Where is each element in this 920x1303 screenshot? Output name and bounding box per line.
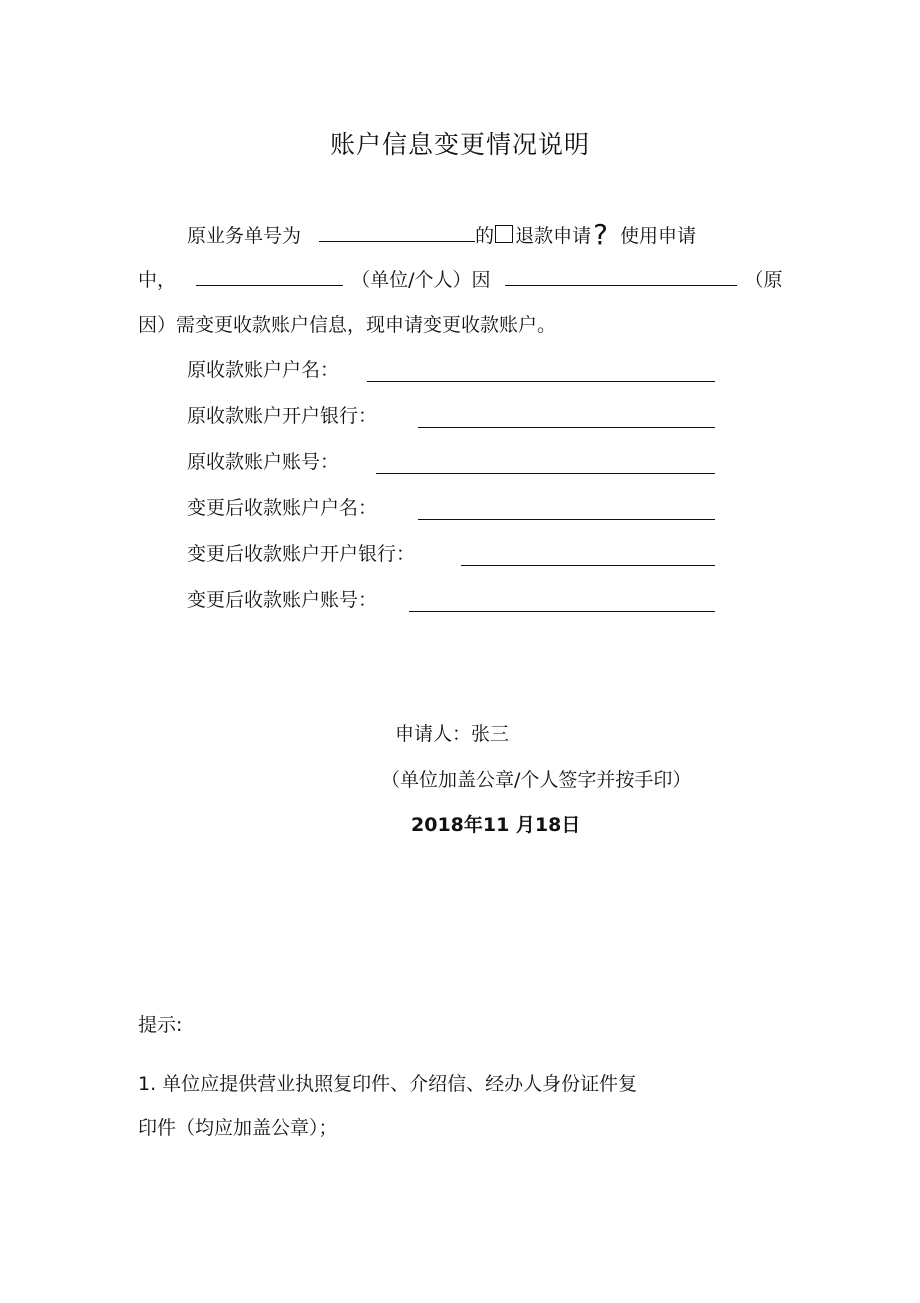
field-new-account-number-label: 变更后收款账户账号：	[187, 589, 378, 611]
applicant-line: 申请人：张三	[395, 723, 510, 745]
unit-person-blank[interactable]	[196, 267, 343, 286]
in-text: 中，	[138, 269, 177, 291]
tip-item-1-line-2: 印件（均应加盖公章）；	[138, 1117, 338, 1139]
refund-application-label: 退款申请	[515, 225, 592, 247]
of-text: 的	[475, 225, 495, 247]
document-title: 账户信息变更情况说明	[329, 130, 590, 159]
field-new-bank-line[interactable]	[461, 564, 715, 566]
order-number-label: 原业务单号为	[187, 225, 302, 247]
unit-person-label: （单位/个人）因	[351, 269, 491, 291]
order-number-blank[interactable]	[319, 223, 475, 242]
usage-application-label: 使用申请	[619, 225, 696, 247]
field-original-account-number-line[interactable]	[376, 472, 715, 474]
field-original-account-name-label: 原收款账户户名：	[187, 359, 340, 381]
field-original-account-number-label: 原收款账户账号：	[187, 451, 340, 473]
field-original-account-name-line[interactable]	[367, 380, 715, 382]
paragraph-line-3: 因）需变更收款账户信息，现申请变更收款账户。	[138, 314, 557, 336]
paragraph-line-1	[187, 218, 696, 251]
date-line: 2018年11 月18日	[411, 814, 581, 836]
field-new-account-name-label: 变更后收款账户户名：	[187, 497, 378, 519]
refund-checkbox[interactable]	[495, 225, 513, 243]
seal-note: （单位加盖公章/个人签字并按手印）	[381, 769, 692, 791]
tips-heading: 提示:	[138, 1014, 183, 1036]
question-mark: ?	[593, 218, 608, 251]
field-original-bank-line[interactable]	[418, 426, 715, 428]
tip-item-1-line-1: 1. 单位应提供营业执照复印件、介绍信、经办人身份证件复	[138, 1073, 638, 1095]
reason-label: （原	[744, 269, 783, 291]
field-new-account-number-line[interactable]	[409, 610, 715, 612]
reason-blank[interactable]	[505, 267, 737, 286]
paragraph-line-2	[138, 267, 783, 292]
field-new-account-name-line[interactable]	[418, 518, 715, 520]
field-original-bank-label: 原收款账户开户银行：	[187, 405, 378, 427]
field-new-bank-label: 变更后收款账户开户银行：	[187, 543, 416, 565]
